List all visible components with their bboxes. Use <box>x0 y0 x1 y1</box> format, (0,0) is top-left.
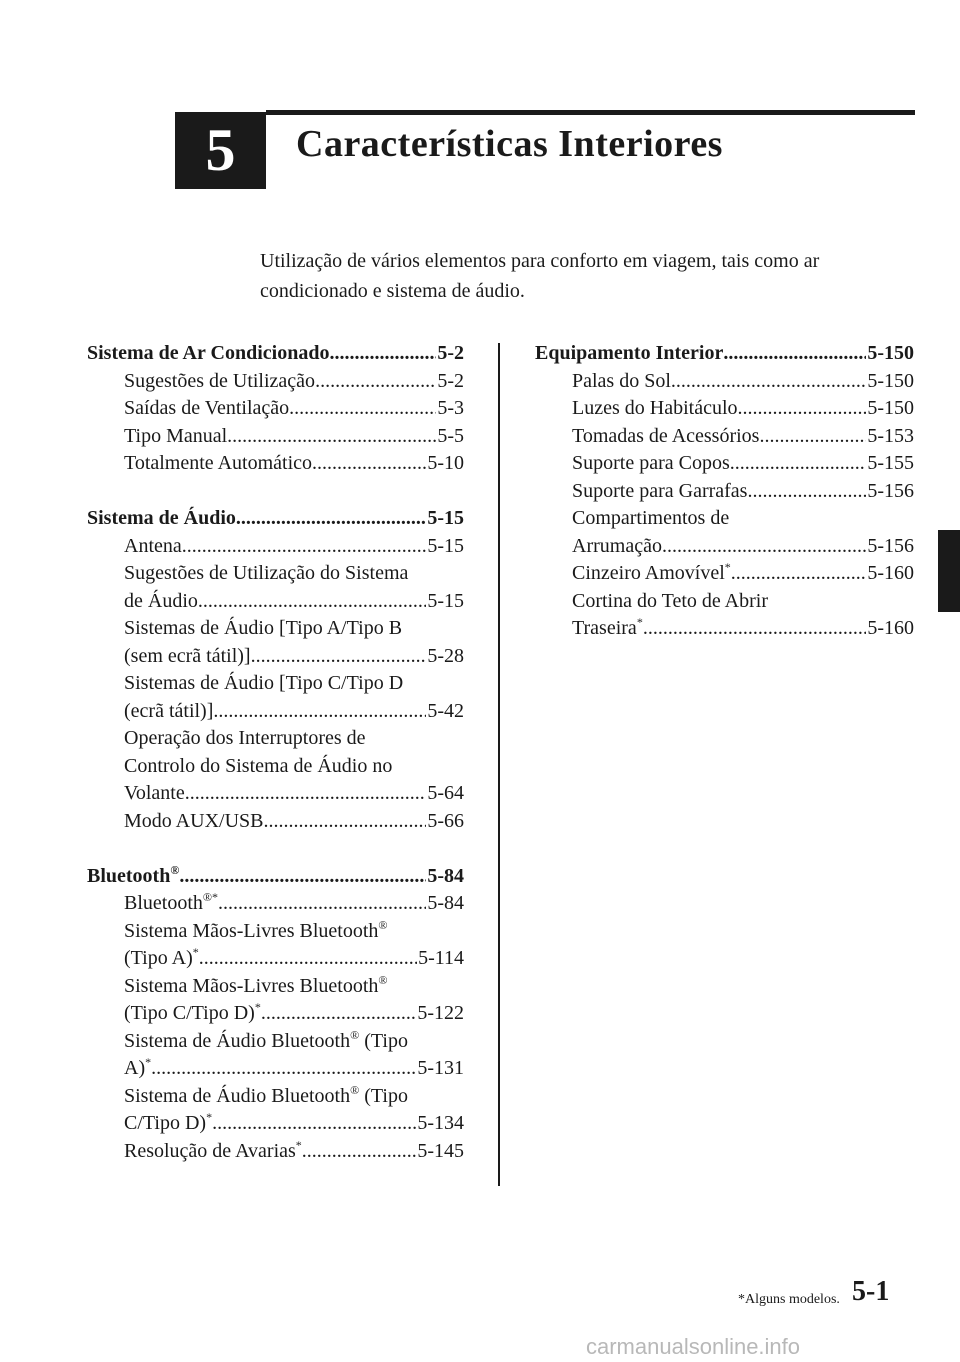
dot-leader <box>738 395 867 423</box>
dot-leader <box>261 1000 417 1028</box>
toc-entry-label: de Áudio <box>124 589 198 612</box>
dot-leader <box>236 505 426 533</box>
page-number: 5-1 <box>852 1276 890 1307</box>
superscript-mark: ® <box>378 972 388 987</box>
toc-entry-label: Sugestões de Utilização <box>124 369 316 392</box>
superscript-mark: ® <box>350 1082 360 1097</box>
toc-entry-text: Sistema Mãos-Livres Bluetooth <box>124 974 379 997</box>
toc-entry-label: Arrumação <box>572 534 662 557</box>
chapter-side-tab <box>938 530 960 612</box>
toc-page-ref: 5-145 <box>417 1139 464 1162</box>
superscript-mark: ® <box>378 917 388 932</box>
toc-entry-label: Bluetooth®* <box>124 890 219 914</box>
dot-leader <box>289 395 436 423</box>
toc-entry-text: Sistema de Áudio Bluetooth <box>124 1084 351 1107</box>
toc-entry-label: Volante <box>124 782 185 804</box>
toc-entry[interactable] <box>87 808 464 836</box>
toc-page-ref: 5-5 <box>437 424 464 447</box>
toc-entry[interactable] <box>87 1000 464 1028</box>
toc-page-ref: 5-15 <box>427 534 464 557</box>
toc-left-column <box>87 340 464 1193</box>
toc-entry-label: Traseira* <box>572 615 643 639</box>
toc-entry-label: Luzes do Habitáculo <box>572 397 738 419</box>
dot-leader <box>218 890 426 918</box>
toc-entry-label: Sistema de Ar Condicionado <box>87 342 330 364</box>
dot-leader <box>302 1138 417 1166</box>
toc-page-ref: 5-150 <box>867 369 914 392</box>
toc-page-ref: 5-131 <box>417 1057 464 1079</box>
toc-entry-label: A)* <box>124 1055 152 1079</box>
toc-entry-line <box>87 1028 464 1056</box>
toc-entry-line <box>87 725 464 753</box>
chapter-number-box <box>175 112 266 189</box>
dot-leader <box>199 945 417 973</box>
superscript-mark: ® <box>170 862 180 877</box>
toc-entry[interactable] <box>87 533 464 561</box>
toc-page-ref: 5-10 <box>427 452 464 474</box>
dot-leader <box>198 588 426 616</box>
toc-entry[interactable] <box>535 615 914 643</box>
toc-entry-line <box>535 505 914 533</box>
toc-page-ref: 5-160 <box>867 617 914 639</box>
toc-entry-label: Tipo Manual <box>124 424 228 447</box>
dot-leader <box>213 698 426 726</box>
toc-entry[interactable] <box>87 1110 464 1138</box>
toc-page-ref: 5-15 <box>427 507 464 529</box>
dot-leader <box>227 423 436 451</box>
dot-leader <box>759 423 866 451</box>
toc-page-ref: 5-2 <box>437 369 464 392</box>
header-rule <box>266 110 915 115</box>
toc-entry[interactable] <box>87 890 464 918</box>
toc-entry[interactable] <box>535 368 914 396</box>
chapter-title: Características Interiores <box>296 123 723 165</box>
toc-entry-label: (Tipo C/Tipo D)* <box>124 1000 261 1024</box>
toc-section-heading[interactable] <box>87 340 464 368</box>
footnote: *Alguns modelos. <box>738 1292 840 1307</box>
toc-page-ref: 5-156 <box>867 479 914 502</box>
toc-entry[interactable] <box>535 478 914 506</box>
toc-entry-label: (ecrã tátil)] <box>124 699 214 722</box>
dot-leader <box>179 863 426 891</box>
toc-page-ref: 5-155 <box>867 452 914 474</box>
watermark: carmanualsonline.info <box>586 1334 801 1359</box>
toc-entry-line <box>87 1083 464 1111</box>
superscript-mark: ®* <box>202 890 219 904</box>
toc-entry-text: Sistema Mãos-Livres Bluetooth <box>124 919 379 942</box>
toc-entry-line <box>87 973 464 1001</box>
toc-page-ref: 5-2 <box>437 342 464 364</box>
toc-entry[interactable] <box>87 423 464 451</box>
toc-entry-line <box>87 918 464 946</box>
toc-page-ref: 5-150 <box>867 342 914 364</box>
toc-entry[interactable] <box>87 780 464 808</box>
toc-entry[interactable] <box>535 450 914 478</box>
toc-entry[interactable] <box>87 643 464 671</box>
toc-entry-label: Modo AUX/USB <box>124 809 264 832</box>
toc-page-ref: 5-153 <box>867 424 914 447</box>
toc-section <box>87 340 464 478</box>
toc-entry[interactable] <box>535 560 914 588</box>
toc-entry-label: Saídas de Ventilação <box>124 397 290 419</box>
toc-page-ref: 5-134 <box>417 1112 464 1134</box>
toc-page-ref: 5-64 <box>427 782 464 804</box>
toc-page-ref: 5-150 <box>867 397 914 419</box>
superscript-mark: * <box>636 615 643 629</box>
superscript-mark: * <box>254 1000 261 1014</box>
toc-section-heading[interactable] <box>87 863 464 891</box>
toc-entry-text: (Tipo <box>359 1084 408 1107</box>
dot-leader <box>182 533 427 561</box>
toc-section-heading[interactable] <box>535 340 914 368</box>
toc-section-heading[interactable] <box>87 505 464 533</box>
toc-entry-line <box>87 560 464 588</box>
toc-entry-line: Controlo do Sistema de Áudio no <box>124 754 393 777</box>
toc-entry[interactable] <box>87 588 464 616</box>
toc-entry-label: Totalmente Automático <box>124 452 312 474</box>
toc-page-ref: 5-3 <box>437 397 464 419</box>
toc-entry[interactable] <box>87 945 464 973</box>
superscript-mark: * <box>192 945 199 959</box>
toc-entry-line <box>535 588 914 616</box>
chapter-intro: Utilização de vários elementos para conforto em viagem, tais como ar condicionado e sistema de áudio. <box>260 250 820 302</box>
toc-page-ref: 5-84 <box>427 864 464 887</box>
toc-entry-text: Cortina do Teto de Abrir <box>572 589 768 612</box>
toc-entry-label: Equipamento Interior <box>535 342 724 364</box>
dot-leader <box>263 808 426 836</box>
dot-leader <box>151 1055 416 1083</box>
toc-entry-label: Sistema de Áudio <box>87 507 236 529</box>
toc-entry[interactable] <box>87 450 464 478</box>
toc-entry-label: (sem ecrã tátil)] <box>124 644 251 667</box>
toc-entry-label: Suporte para Copos <box>572 452 730 474</box>
toc-entry-label: Suporte para Garrafas <box>572 479 748 502</box>
toc-entry-label: (Tipo A)* <box>124 945 199 969</box>
toc-entry[interactable] <box>535 423 914 451</box>
superscript-mark: ® <box>350 1027 360 1042</box>
toc-section <box>535 340 914 643</box>
dot-leader <box>185 780 427 808</box>
superscript-mark: * <box>206 1110 213 1124</box>
toc-entry-line <box>87 615 464 643</box>
toc-section <box>87 505 464 835</box>
toc-entry-label: Bluetooth® <box>87 862 180 887</box>
dot-leader <box>730 450 867 478</box>
toc-entry[interactable] <box>87 368 464 396</box>
chapter-number: 5 <box>205 117 236 183</box>
toc-entry-text: Sistemas de Áudio [Tipo C/Tipo D <box>124 672 404 694</box>
toc-entry-label: Cinzeiro Amovível* <box>572 560 731 584</box>
toc-page-ref: 5-15 <box>427 589 464 612</box>
dot-leader <box>315 368 436 396</box>
dot-leader <box>312 450 426 478</box>
toc-section <box>87 863 464 1166</box>
dot-leader <box>747 478 866 506</box>
toc-entry-label: Resolução de Avarias* <box>124 1137 302 1162</box>
toc-entry[interactable] <box>87 395 464 423</box>
dot-leader <box>329 340 436 368</box>
toc-entry-label: C/Tipo D)* <box>124 1110 213 1134</box>
toc-entry-text: Sistemas de Áudio [Tipo A/Tipo B <box>124 617 403 639</box>
toc-entry[interactable] <box>87 1138 464 1166</box>
toc-page-ref: 5-28 <box>427 644 464 667</box>
toc-page-ref: 5-156 <box>867 534 914 557</box>
toc-right-column <box>535 340 914 670</box>
toc-page-ref: 5-160 <box>867 562 914 584</box>
toc-entry[interactable] <box>87 1055 464 1083</box>
column-divider <box>498 343 500 1186</box>
toc-page-ref: 5-42 <box>427 699 464 722</box>
toc-entry[interactable] <box>87 698 464 726</box>
toc-page-ref: 5-66 <box>427 809 464 832</box>
toc-page-ref: 5-84 <box>427 892 464 914</box>
superscript-mark: * <box>145 1055 152 1069</box>
dot-leader <box>671 368 866 396</box>
toc-entry-text: Sugestões de Utilização do Sistema <box>124 562 409 584</box>
toc-entry-label: Antena <box>124 534 182 557</box>
dot-leader <box>731 560 867 588</box>
toc-entry[interactable] <box>535 533 914 561</box>
toc-entry-label: Palas do Sol <box>572 369 671 392</box>
toc-entry[interactable] <box>535 395 914 423</box>
dot-leader <box>212 1110 416 1138</box>
dot-leader <box>251 643 427 671</box>
dot-leader <box>723 340 866 368</box>
toc-entry-text: Sistema de Áudio Bluetooth <box>124 1029 351 1052</box>
toc-entry-text: Operação dos Interruptores de <box>124 727 366 749</box>
toc-entry-line <box>87 670 464 698</box>
superscript-mark: * <box>295 1137 302 1152</box>
dot-leader <box>643 615 867 643</box>
toc-entry-text: (Tipo <box>359 1029 408 1052</box>
toc-entry-label: Tomadas de Acessórios <box>572 424 760 447</box>
toc-page-ref: 5-114 <box>418 947 464 969</box>
dot-leader <box>662 533 866 561</box>
toc-page-ref: 5-122 <box>417 1002 464 1024</box>
superscript-mark: * <box>724 560 731 574</box>
toc-entry-text: Compartimentos de <box>572 507 730 529</box>
